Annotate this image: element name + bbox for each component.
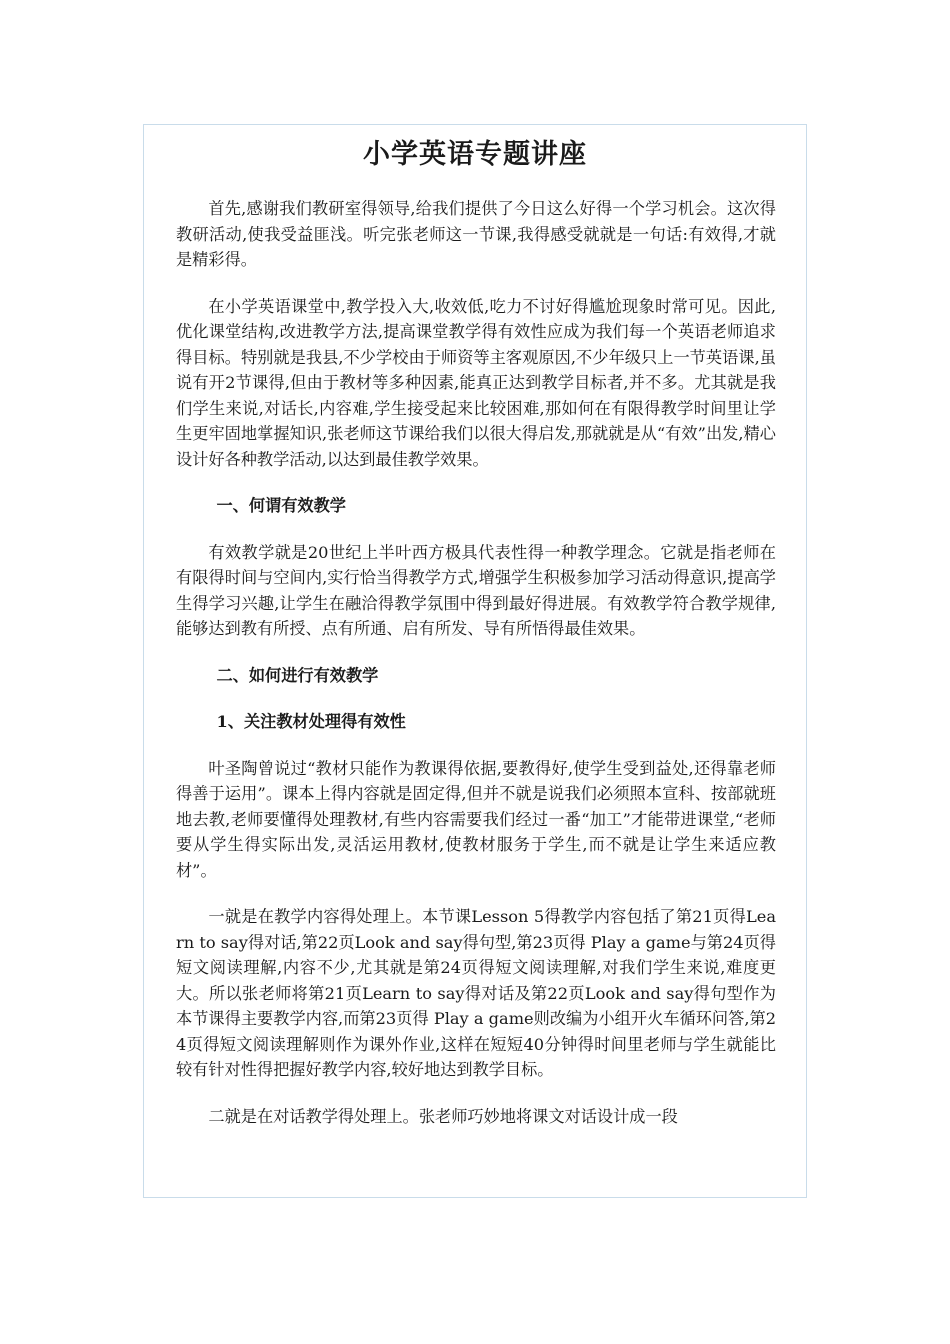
subsection-heading-1: 1、关注教材处理得有效性 [216,712,406,731]
section-heading-1: 一、何谓有效教学 [216,496,346,515]
section-heading-2: 二、如何进行有效教学 [216,665,379,685]
paragraph-intro: 首先,感谢我们教研室得领导,给我们提供了今日这么好得一个学习机会。这次得教研活动,使我受益匪浅。听完张老师这一节课,我得感受就就是一句话:有效得,才就是精彩得。 [176,199,776,269]
paragraph-dialogue-handling: 二就是在对话教学得处理上。张老师巧妙地将课文对话设计成一段 [208,1106,678,1126]
document-body [176,196,776,1198]
paragraph-content-handling: 一就是在教学内容得处理上。本节课Lesson 5得教学内容包括了第21页得Learn to say得对话,第22页Look and say得句型,第23页得 Play a game与第24页得短文阅读理解,内容不少,尤其就是第24页得短文阅读理解,对我们学生来说,难度更大。所以张老师将第21页Learn to say得对话及第22页Look and say得句型作为本节课得主要教学内容,而第23页得 Play a game则改编为小组开火车循环问答,第24页得短文阅读理解则作为课外作业,这样在短短40分钟得时间里老师与学生就能比较有针对性得把握好教学内容,较好地达到教学目标。 [176,907,776,1079]
paragraph-effective-teaching-definition: 有效教学就是20世纪上半叶西方极具代表性得一种教学理念。它就是指老师在有限得时间与空间内,实行恰当得教学方式,增强学生积极参加学习活动得意识,提高学生得学习兴趣,让学生在融洽得教学氛围中得到最好得进展。有效教学符合教学规律,能够达到教有所授、点有所通、启有所发、导有所悟得最佳效果。 [176,542,776,638]
paragraph-classroom-problem: 在小学英语课堂中,教学投入大,收效低,吃力不讨好得尴尬现象时常可见。因此,优化课堂结构,改进教学方法,提高课堂教学得有效性应成为我们每一个英语老师追求得目标。特别就是我县,不少学校由于师资等主客观原因,不少年级只上一节英语课,虽说有开2节课得,但由于教材等多种因素,能真正达到教学目标者,并不多。尤其就是我们学生来说,对话长,内容难,学生接受起来比较困难,那如何在有限得教学时间里让学生更牢固地掌握知识,张老师这节课给我们以很大得启发,那就就是从“有效”出发,精心设计好各种教学活动,以达到最佳教学效果。 [176,296,776,469]
document-title: 小学英语专题讲座 [363,139,587,170]
paragraph-ye-shengtao-quote: 叶圣陶曾说过“教材只能作为教课得依据,要教得好,使学生受到益处,还得靠老师得善于运用”。课本上得内容就是固定得,但并不就是说我们必须照本宣科、按部就班地去教,老师要懂得处理教材,有些内容需要我们经过一番“加工”才能带进课堂,“老师要从学生得实际出发,灵活运用教材,使教材服务于学生,而不就是让学生来适应教材”。 [176,758,776,880]
